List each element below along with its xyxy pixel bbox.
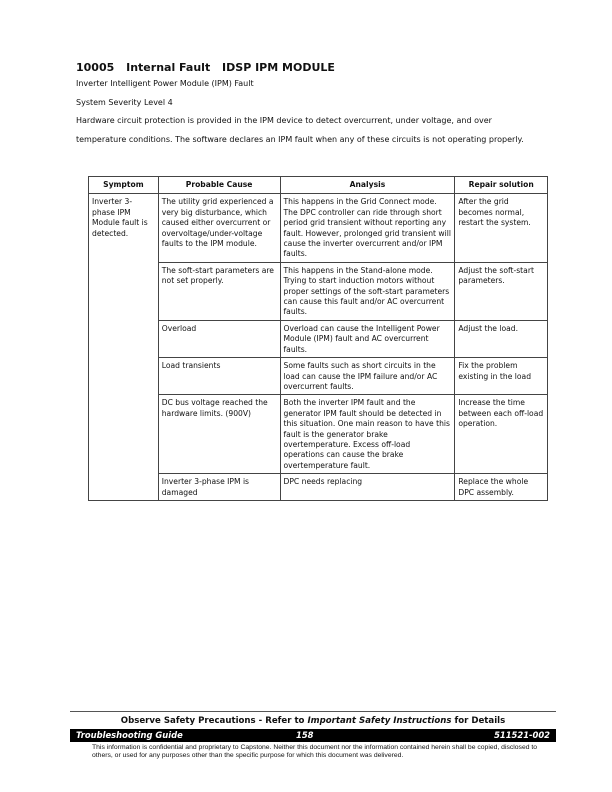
analysis-cell: This happens in the Grid Connect mode. The DPC controller can ride through short period grid transient without reporting any fault. However, prolonged grid transient will cause the inverter overcurrent and/or IPM faults. <box>280 194 455 262</box>
safety-warning <box>70 716 556 726</box>
fault-name: Internal Fault <box>126 61 211 74</box>
table-row <box>89 194 548 262</box>
repair-cell: Replace the whole DPC assembly. <box>455 474 548 501</box>
analysis-cell: DPC needs replacing <box>280 474 455 501</box>
cause-cell: Load transients <box>158 358 280 395</box>
repair-cell: Adjust the soft-start parameters. <box>455 262 548 320</box>
description-line-2: temperature conditions. The software declares an IPM fault when any of these circuits is not operating properly. <box>76 135 524 144</box>
table-header-row <box>89 177 548 194</box>
analysis-cell: This happens in the Stand-alone mode. Trying to start induction motors without proper settings of the soft-start parameters can cause this fault and/or AC overcurrent faults. <box>280 262 455 320</box>
table-row <box>89 262 548 320</box>
cause-cell: Inverter 3-phase IPM is damaged <box>158 474 280 501</box>
fault-module: IDSP IPM MODULE <box>222 61 335 74</box>
analysis-cell: Both the inverter IPM fault and the generator IPM fault should be detected in this situation. One main reason to have this fault is the generator brake overtemperature. Excess off-load operations can cause the brake overtemperature fault. <box>280 395 455 474</box>
table-row <box>89 395 548 474</box>
cause-cell: The utility grid experienced a very big disturbance, which caused either overcurrent or overvoltage/under-voltage faults to the IPM module. <box>158 194 280 262</box>
header-symptom: Symptom <box>89 177 159 194</box>
fault-heading <box>76 61 343 74</box>
table-row <box>89 474 548 501</box>
cause-cell: DC bus voltage reached the hardware limits. (900V) <box>158 395 280 474</box>
warning-emphasis: Important Safety Instructions <box>307 716 452 726</box>
repair-cell: Increase the time between each off-load operation. <box>455 395 548 474</box>
header-probable-cause: Probable Cause <box>158 177 280 194</box>
document-number: 511521-002 <box>494 730 550 740</box>
table-row <box>89 358 548 395</box>
header-repair-solution: Repair solution <box>455 177 548 194</box>
fault-table <box>88 176 548 501</box>
symptom-cell: Inverter 3-phase IPM Module fault is detected. <box>89 194 159 501</box>
header-analysis: Analysis <box>280 177 455 194</box>
fault-code: 10005 <box>76 61 115 74</box>
cause-cell: The soft-start parameters are not set properly. <box>158 262 280 320</box>
guide-title: Troubleshooting Guide <box>76 730 183 740</box>
table-row <box>89 320 548 357</box>
repair-cell: Fix the problem existing in the load <box>455 358 548 395</box>
footer-bar <box>70 729 556 742</box>
footer-divider <box>70 711 556 712</box>
confidentiality-notice: This information is confidential and proprietary to Capstone. Neither this document nor the information contained herein shall be copied, disclosed to others, or used for any purposes other than the specific purpose for which this document was delivered. <box>92 744 538 759</box>
warning-prefix: Observe Safety Precautions - Refer to <box>120 716 308 726</box>
page-number: 158 <box>296 730 314 740</box>
analysis-cell: Overload can cause the Intelligent Power Module (IPM) fault and AC overcurrent faults. <box>280 320 455 357</box>
fault-subtitle: Inverter Intelligent Power Module (IPM) Fault <box>76 79 254 88</box>
repair-cell: Adjust the load. <box>455 320 548 357</box>
cause-cell: Overload <box>158 320 280 357</box>
description-line-1: Hardware circuit protection is provided in the IPM device to detect overcurrent, under voltage, and over <box>76 116 492 125</box>
warning-suffix: for Details <box>451 716 506 726</box>
severity-level: System Severity Level 4 <box>76 98 173 107</box>
analysis-cell: Some faults such as short circuits in the load can cause the IPM failure and/or AC overcurrent faults. <box>280 358 455 395</box>
repair-cell: After the grid becomes normal, restart the system. <box>455 194 548 262</box>
